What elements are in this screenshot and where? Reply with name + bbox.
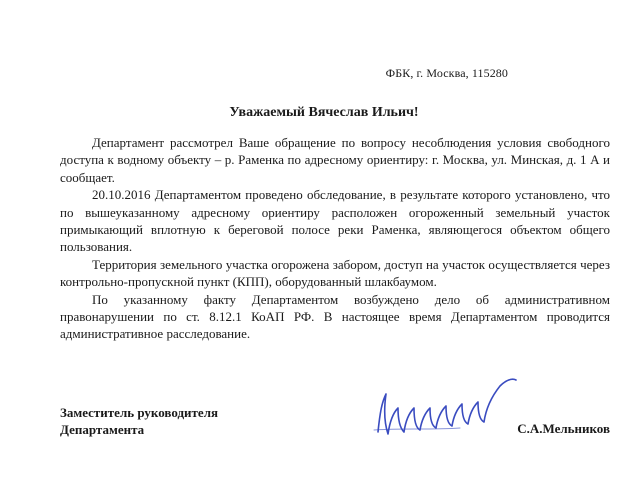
- signatory-name: С.А.Мельников: [517, 421, 610, 436]
- paragraph-2: 20.10.2016 Департаментом проведено обследование, в результате которого установлено, что по вышеуказанному адресному ориентиру расположен огороженный земельный участок примыкающий вплотную к береговой полосе реки Раменка, являющегося объектом общего пользования.: [60, 187, 610, 255]
- signatory-title: [60, 404, 218, 438]
- paragraph-3: Территория земельного участка огорожена забором, доступ на участок осуществляется через контрольно-пропускной пункт (КПП), оборудованный шлакбаумом.: [60, 256, 610, 290]
- signatory-title-line1: Заместитель руководителя: [60, 405, 219, 420]
- handwritten-signature: [360, 372, 540, 448]
- paragraph-1: Департамент рассмотрел Ваше обращение по вопросу несоблюдения условия свободного доступа к водному объекту – р. Раменка по адресному ориентиру: г. Москва, ул. Минская, д. 1 А и сообщает.: [60, 135, 610, 185]
- paragraph-4: По указанному факту Департаментом возбуждено дело об административном правонарушении по ст. 8.12.1 КоАП РФ. В настоящее время Департаментом проводится административное расследование.: [60, 291, 610, 342]
- signatory-title-line2: Департамента: [60, 422, 145, 437]
- letter-body: [60, 134, 610, 343]
- salutation: Уважаемый Вячеслав Ильич!: [229, 105, 419, 120]
- recipient-address: ФБК, г. Москва, 115280: [385, 66, 508, 80]
